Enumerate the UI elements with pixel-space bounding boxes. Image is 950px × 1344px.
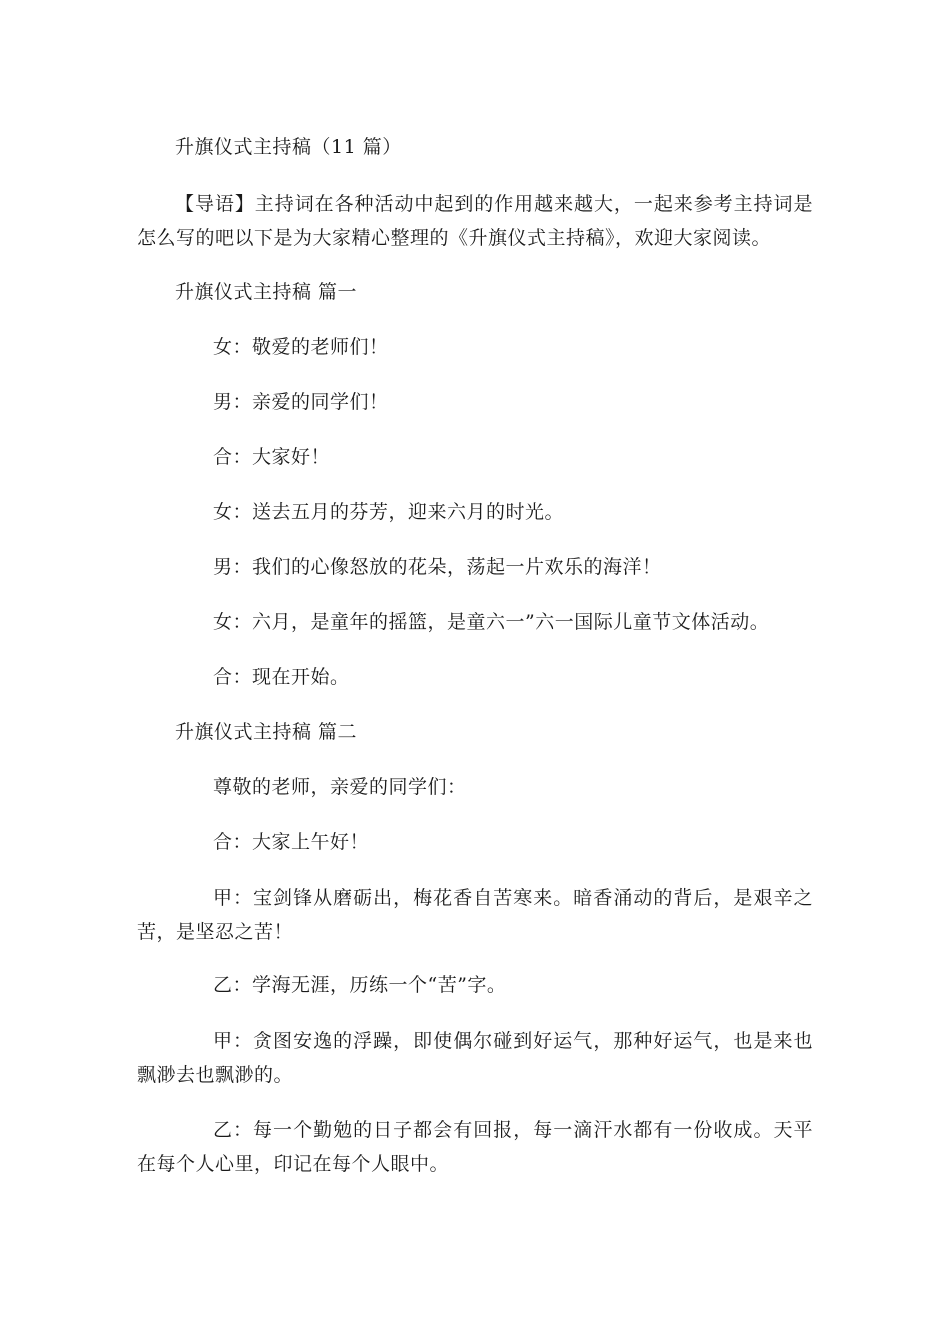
dialogue-line: 合：大家上午好！ [213, 831, 370, 853]
dialogue-line: 女：六月，是童年的摇篮，是童六一”六一国际儿童节文体活动。 [213, 611, 770, 633]
intro-paragraph: 【导语】主持词在各种活动中起到的作用越来越大，一起来参考主持词是怎么写的吧以下是为大家精心整理的《升旗仪式主持稿》，欢迎大家阅读。 [137, 193, 813, 249]
section-heading-2: 升旗仪式主持稿 篇二 [175, 721, 358, 743]
dialogue-line: 女：敬爱的老师们！ [213, 336, 389, 358]
section-heading-1: 升旗仪式主持稿 篇一 [175, 281, 358, 303]
dialogue-paragraph: 甲：贪图安逸的浮躁，即使偶尔碰到好运气，那种好运气，也是来也飘渺去也飘渺的。 [137, 1030, 813, 1086]
dialogue-line: 合：大家好！ [213, 446, 331, 468]
dialogue-line: 乙：学海无涯，历练一个“苦”字。 [213, 974, 507, 996]
document-title: 升旗仪式主持稿（11 篇） [175, 136, 402, 158]
dialogue-paragraph: 乙：每一个勤勉的日子都会有回报，每一滴汗水都有一份收成。天平在每个人心里，印记在每个人眼中。 [137, 1119, 813, 1175]
dialogue-line: 女：送去五月的芬芳，迎来六月的时光。 [213, 501, 565, 523]
dialogue-line: 男：亲爱的同学们！ [213, 391, 389, 413]
dialogue-paragraph: 甲：宝剑锋从磨砺出，梅花香自苦寒来。暗香涌动的背后，是艰辛之苦，是坚忍之苦！ [137, 887, 813, 943]
dialogue-line: 尊敬的老师，亲爱的同学们： [213, 776, 467, 798]
dialogue-line: 男：我们的心像怒放的花朵，荡起一片欢乐的海洋！ [213, 556, 662, 578]
dialogue-line: 合：现在开始。 [213, 666, 350, 688]
